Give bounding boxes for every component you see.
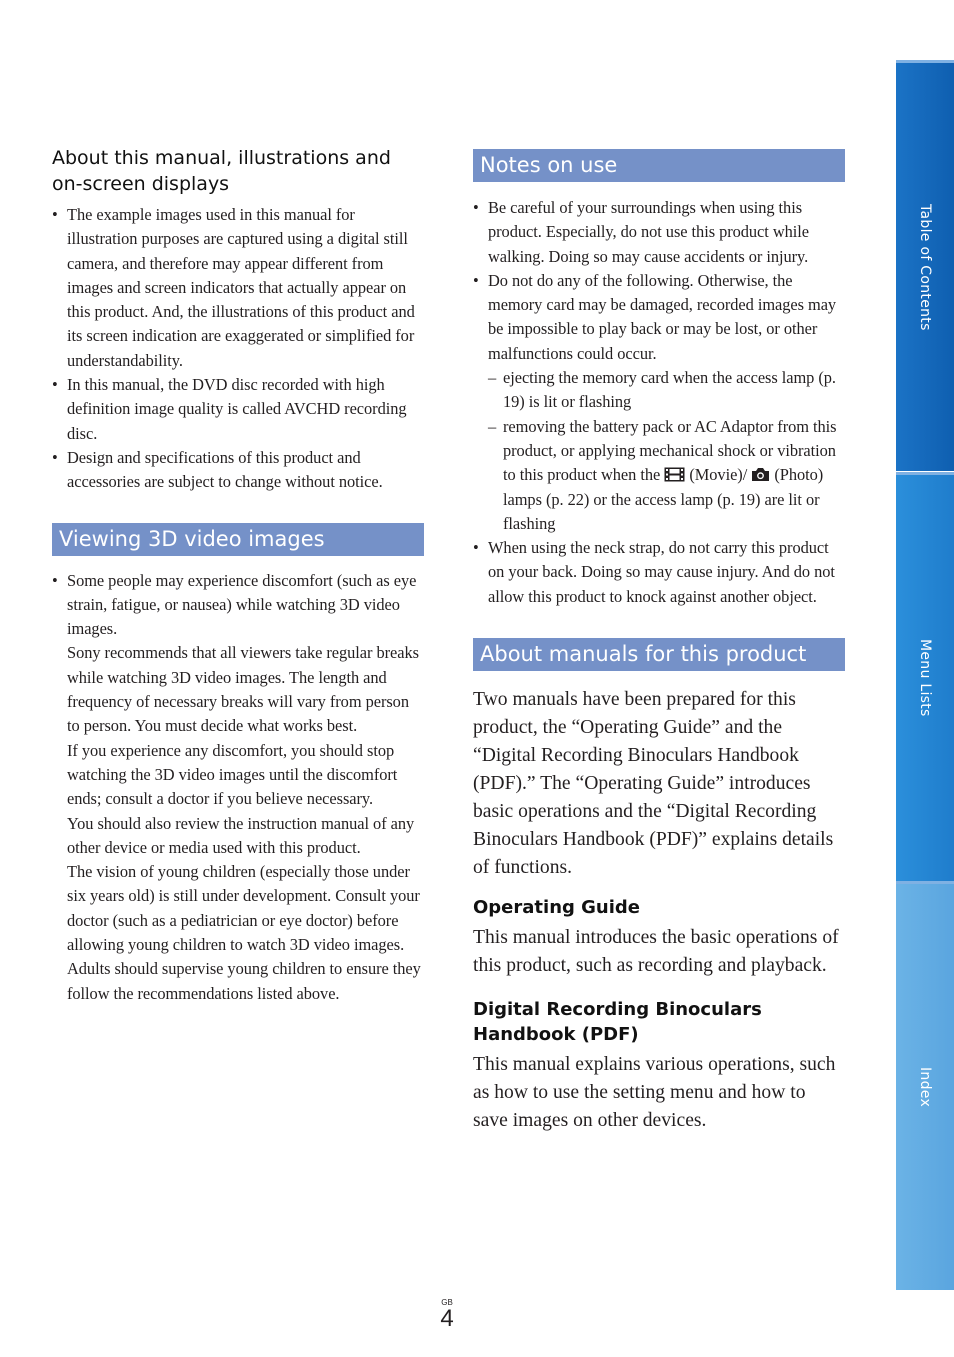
movie-label: (Movie)/ bbox=[689, 465, 748, 485]
notes-on-use-section-title: Notes on use bbox=[473, 149, 845, 182]
paragraph: If you experience any discomfort, you should stop watching the 3D video images until the discomfort ends; consult a doctor if you believe necessary. bbox=[67, 740, 398, 809]
camera-icon bbox=[751, 467, 770, 482]
about-manuals-section-title: About manuals for this product bbox=[473, 638, 845, 671]
viewing-3d-section-title: Viewing 3D video images bbox=[52, 523, 424, 556]
tab-label: Table of Contents bbox=[917, 203, 933, 331]
list-item: • When using the neck strap, do not carry this product on your back. Doing so may cause injury. And do not allow this product to knock against another object. bbox=[473, 536, 845, 609]
sub-list bbox=[488, 366, 845, 536]
notes-on-use-list bbox=[473, 196, 845, 609]
handbook-heading: Digital Recording Binoculars Handbook (PDF) bbox=[473, 999, 762, 1046]
about-manual-heading: About this manual, illustrations and on-screen displays bbox=[52, 147, 391, 195]
tab-menu-lists[interactable] bbox=[896, 472, 954, 881]
tab-table-of-contents[interactable] bbox=[896, 60, 954, 471]
page-number: 4 bbox=[440, 1305, 454, 1332]
sub-list-item-text: (Photo) lamps (p. 22) or the access lamp (p. 19) are lit or flashing bbox=[503, 465, 824, 533]
tab-label: Menu Lists bbox=[917, 639, 933, 717]
viewing-3d-list bbox=[52, 569, 424, 1006]
paragraph: You should also review the instruction manual of any other device or media used with this product. bbox=[67, 813, 415, 857]
list-item: • The example images used in this manual for illustration purposes are captured using a digital still camera, and therefore may appear different from images and screen indicators that actually appear on this product. And, the illustrations of this product and its screen indication are exaggerated or simplified for understandability. bbox=[52, 203, 424, 373]
list-item bbox=[52, 569, 424, 1006]
paragraph: Adults should supervise young children to ensure they follow the recommendations listed above. bbox=[67, 959, 421, 1003]
operating-guide-text: This manual introduces the basic operations of this product, such as recording and playback. bbox=[473, 927, 839, 977]
page-footer bbox=[439, 1298, 455, 1331]
movie-film-icon bbox=[664, 467, 685, 482]
about-manual-list bbox=[52, 203, 424, 495]
tab-index[interactable] bbox=[896, 881, 954, 1290]
paragraph: • Some people may experience discomfort (such as eye strain, fatigue, or nausea) while watching 3D video images. bbox=[67, 570, 417, 639]
manuals-intro-text: Two manuals have been prepared for this product, the “Operating Guide” and the “Digital Recording Binoculars Handbook (PDF).” The “Operating Guide” introduces basic operations and the “Digital Recording Binoculars Handbook (PDF)” explains details of functions. bbox=[473, 689, 834, 879]
region-code: GB bbox=[441, 1298, 453, 1307]
operating-guide-heading: Operating Guide bbox=[473, 897, 641, 919]
paragraph: Sony recommends that all viewers take regular breaks while watching 3D video images. The length and frequency of necessary breaks will vary from person to person. You must decide what works best. bbox=[67, 643, 419, 736]
sub-list-item bbox=[488, 415, 845, 536]
list-item bbox=[473, 269, 845, 536]
list-item: • Design and specifications of this product and accessories are subject to change without notice. bbox=[52, 446, 424, 495]
sub-list-item: – ejecting the memory card when the access lamp (p. 19) is lit or flashing bbox=[488, 366, 845, 415]
list-item-text: • Do not do any of the following. Otherwise, the memory card may be damaged, recorded images may be impossible to play back or may be lost, or other malfunctions could occur. bbox=[488, 270, 837, 363]
paragraph: The vision of young children (especially those under six years old) is still under development. Consult your doctor (such as a pediatrician or eye doctor) before allowing young children to watch 3D video images. bbox=[67, 862, 420, 955]
list-item: • Be careful of your surroundings when using this product. Especially, do not use this product while walking. Doing so may cause accidents or injury. bbox=[473, 196, 845, 269]
list-item: • In this manual, the DVD disc recorded with high definition image quality is called AVCHD recording disc. bbox=[52, 373, 424, 446]
handbook-text: This manual explains various operations, such as how to use the setting menu and how to save images on other devices. bbox=[473, 1054, 836, 1132]
tab-label: Index bbox=[917, 1066, 933, 1108]
left-column bbox=[52, 145, 424, 1006]
sub-list-item-text: removing the battery pack or AC Adaptor from this product, or applying mechanical shock or vibration to this product when the bbox=[503, 416, 837, 485]
right-column bbox=[473, 149, 845, 1135]
